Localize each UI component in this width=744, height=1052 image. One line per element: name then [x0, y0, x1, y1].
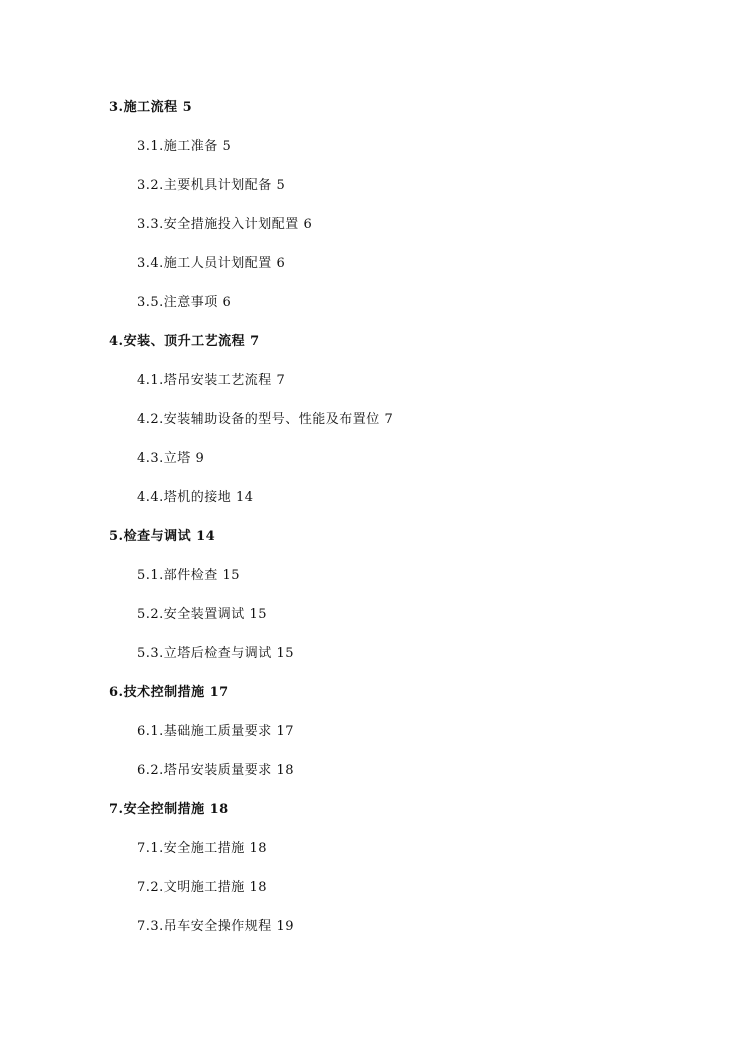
toc-item-7-1[interactable]: 7.1.安全施工措施 18: [137, 841, 267, 856]
toc-item-4-1[interactable]: 4.1.塔吊安装工艺流程 7: [137, 373, 286, 388]
toc-item-6-2[interactable]: 6.2.塔吊安装质量要求 18: [137, 763, 294, 778]
toc-heading-3[interactable]: 3.施工流程 5: [109, 100, 193, 115]
toc-item-3-1[interactable]: 3.1.施工准备 5: [137, 139, 232, 154]
toc-item-4-2[interactable]: 4.2.安装辅助设备的型号、性能及布置位 7: [137, 412, 394, 427]
toc-item-3-2[interactable]: 3.2.主要机具计划配备 5: [137, 178, 286, 193]
toc-heading-4[interactable]: 4.安装、顶升工艺流程 7: [109, 334, 260, 349]
toc-heading-5[interactable]: 5.检查与调试 14: [109, 529, 216, 544]
toc-item-3-4[interactable]: 3.4.施工人员计划配置 6: [137, 256, 286, 271]
toc-item-6-1[interactable]: 6.1.基础施工质量要求 17: [137, 724, 294, 739]
toc-heading-6[interactable]: 6.技术控制措施 17: [109, 685, 229, 700]
toc-item-3-3[interactable]: 3.3.安全措施投入计划配置 6: [137, 217, 313, 232]
toc-item-4-4[interactable]: 4.4.塔机的接地 14: [137, 490, 254, 505]
toc-item-5-1[interactable]: 5.1.部件检查 15: [137, 568, 240, 583]
toc-heading-7[interactable]: 7.安全控制措施 18: [109, 802, 229, 817]
toc-item-7-2[interactable]: 7.2.文明施工措施 18: [137, 880, 267, 895]
toc-item-7-3[interactable]: 7.3.吊车安全操作规程 19: [137, 919, 294, 934]
toc-item-5-3[interactable]: 5.3.立塔后检查与调试 15: [137, 646, 294, 661]
toc-item-5-2[interactable]: 5.2.安全装置调试 15: [137, 607, 267, 622]
toc-item-4-3[interactable]: 4.3.立塔 9: [137, 451, 205, 466]
toc-item-3-5[interactable]: 3.5.注意事项 6: [137, 295, 232, 310]
